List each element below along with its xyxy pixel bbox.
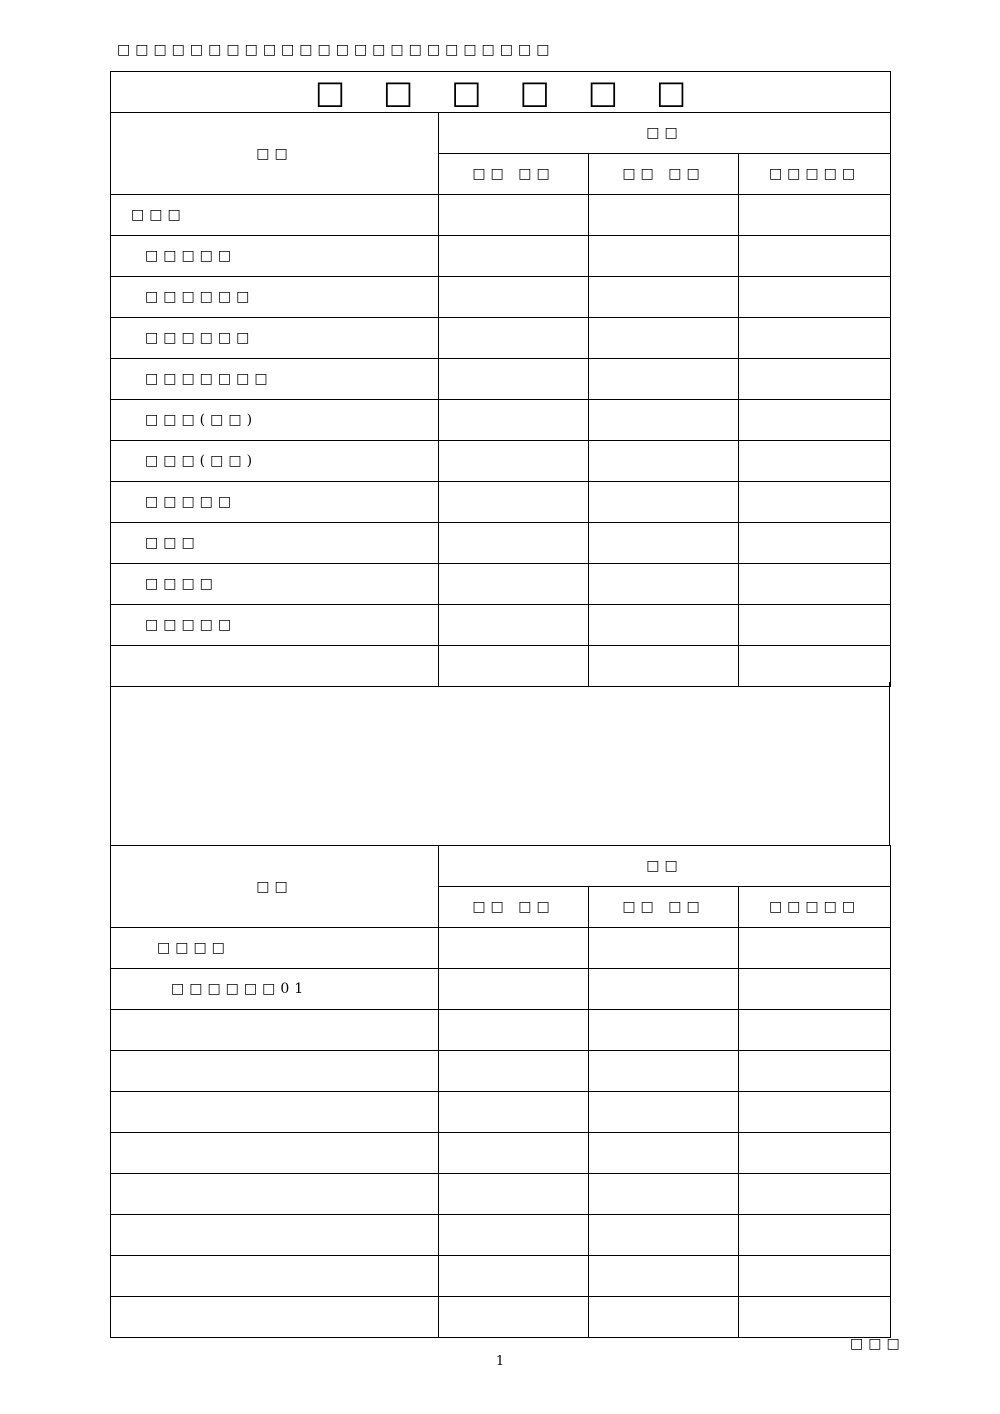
value-cell[interactable] bbox=[739, 1010, 891, 1051]
table-body bbox=[111, 928, 891, 1338]
value-cell[interactable] bbox=[739, 482, 891, 523]
value-cell[interactable] bbox=[439, 1174, 589, 1215]
column-header: □□ □□ bbox=[589, 887, 739, 928]
table-row bbox=[111, 277, 891, 318]
row-label bbox=[111, 1215, 439, 1256]
value-cell[interactable] bbox=[439, 1133, 589, 1174]
row-label: □□□□ bbox=[111, 928, 439, 969]
table-row bbox=[111, 564, 891, 605]
value-cell[interactable] bbox=[439, 523, 589, 564]
table-row bbox=[111, 482, 891, 523]
value-cell[interactable] bbox=[739, 969, 891, 1010]
value-cell[interactable] bbox=[439, 1051, 589, 1092]
value-cell[interactable] bbox=[739, 1297, 891, 1338]
value-cell[interactable] bbox=[739, 277, 891, 318]
table-row bbox=[111, 605, 891, 646]
document-header-line: □□□□□□□□□□□□□□□□□□□□□□□□ bbox=[117, 42, 555, 58]
row-label bbox=[111, 646, 439, 687]
row-label: □□□ bbox=[111, 523, 439, 564]
value-cell[interactable] bbox=[439, 1010, 589, 1051]
value-cell[interactable] bbox=[439, 646, 589, 687]
value-cell[interactable] bbox=[439, 1215, 589, 1256]
value-cell[interactable] bbox=[439, 359, 589, 400]
table-row bbox=[111, 441, 891, 482]
value-cell[interactable] bbox=[589, 318, 739, 359]
value-cell[interactable] bbox=[739, 441, 891, 482]
value-cell[interactable] bbox=[589, 1297, 739, 1338]
row-label: □□□□□□□ bbox=[111, 359, 439, 400]
value-cell[interactable] bbox=[589, 1256, 739, 1297]
row-label bbox=[111, 1297, 439, 1338]
summary-table-top bbox=[110, 71, 891, 687]
column-header: □□□□□ bbox=[739, 154, 891, 195]
value-cell[interactable] bbox=[589, 969, 739, 1010]
value-cell[interactable] bbox=[739, 646, 891, 687]
value-cell[interactable] bbox=[439, 1297, 589, 1338]
table-row bbox=[111, 359, 891, 400]
value-cell[interactable] bbox=[589, 195, 739, 236]
table-row bbox=[111, 969, 891, 1010]
row-label bbox=[111, 1133, 439, 1174]
table-row bbox=[111, 1297, 891, 1338]
group-column-header: □□ bbox=[439, 113, 891, 154]
value-cell[interactable] bbox=[739, 605, 891, 646]
row-label bbox=[111, 1174, 439, 1215]
table-row bbox=[111, 1256, 891, 1297]
row-label: □□□(□□) bbox=[111, 400, 439, 441]
summary-table-bottom bbox=[110, 845, 891, 1338]
value-cell[interactable] bbox=[739, 236, 891, 277]
table-row bbox=[111, 1174, 891, 1215]
table-row bbox=[111, 195, 891, 236]
page-number: 1 bbox=[495, 1354, 505, 1369]
value-cell[interactable] bbox=[439, 318, 589, 359]
value-cell[interactable] bbox=[439, 1256, 589, 1297]
value-cell[interactable] bbox=[589, 564, 739, 605]
value-cell[interactable] bbox=[739, 359, 891, 400]
row-label: □□□□□ bbox=[111, 482, 439, 523]
value-cell[interactable] bbox=[739, 1256, 891, 1297]
value-cell[interactable] bbox=[589, 646, 739, 687]
table-row bbox=[111, 1092, 891, 1133]
value-cell[interactable] bbox=[589, 441, 739, 482]
value-cell[interactable] bbox=[589, 1174, 739, 1215]
value-cell[interactable] bbox=[439, 236, 589, 277]
value-cell[interactable] bbox=[739, 195, 891, 236]
table-row bbox=[111, 1133, 891, 1174]
row-label bbox=[111, 1010, 439, 1051]
value-cell[interactable] bbox=[589, 1215, 739, 1256]
value-cell[interactable] bbox=[589, 1092, 739, 1133]
column-header: □□ □□ bbox=[439, 887, 589, 928]
footer-note: □□□ bbox=[850, 1336, 905, 1352]
row-label: □□□□□□ bbox=[111, 318, 439, 359]
value-cell[interactable] bbox=[589, 236, 739, 277]
row-label: □□□□□□ bbox=[111, 277, 439, 318]
value-cell[interactable] bbox=[439, 564, 589, 605]
value-cell[interactable] bbox=[439, 969, 589, 1010]
value-cell[interactable] bbox=[589, 1051, 739, 1092]
row-label: □□□(□□) bbox=[111, 441, 439, 482]
row-label: □□□□ bbox=[111, 564, 439, 605]
value-cell[interactable] bbox=[589, 359, 739, 400]
row-label: □□□□□□01 bbox=[111, 969, 439, 1010]
value-cell[interactable] bbox=[439, 195, 589, 236]
value-cell[interactable] bbox=[739, 1133, 891, 1174]
value-cell[interactable] bbox=[589, 482, 739, 523]
table-row bbox=[111, 1010, 891, 1051]
item-column-header: □□ bbox=[111, 113, 439, 195]
row-label bbox=[111, 1256, 439, 1297]
table-row bbox=[111, 400, 891, 441]
value-cell[interactable] bbox=[739, 1215, 891, 1256]
column-header: □□ □□ bbox=[589, 154, 739, 195]
table-body bbox=[111, 195, 891, 687]
value-cell[interactable] bbox=[589, 277, 739, 318]
value-cell[interactable] bbox=[439, 1092, 589, 1133]
value-cell[interactable] bbox=[589, 1133, 739, 1174]
value-cell[interactable] bbox=[589, 523, 739, 564]
value-cell[interactable] bbox=[439, 400, 589, 441]
value-cell[interactable] bbox=[589, 605, 739, 646]
table-row bbox=[111, 1051, 891, 1092]
row-label: □□□ bbox=[111, 195, 439, 236]
blank-section bbox=[110, 682, 890, 845]
value-cell[interactable] bbox=[739, 564, 891, 605]
row-label bbox=[111, 1051, 439, 1092]
value-cell[interactable] bbox=[589, 928, 739, 969]
value-cell[interactable] bbox=[739, 1092, 891, 1133]
column-header: □□□□□ bbox=[739, 887, 891, 928]
column-header: □□ □□ bbox=[439, 154, 589, 195]
table-row bbox=[111, 1215, 891, 1256]
value-cell[interactable] bbox=[439, 928, 589, 969]
row-label bbox=[111, 1092, 439, 1133]
form-title: □□□□□□ bbox=[111, 72, 891, 113]
row-label: □□□□□ bbox=[111, 236, 439, 277]
value-cell[interactable] bbox=[739, 523, 891, 564]
table-row bbox=[111, 523, 891, 564]
value-cell[interactable] bbox=[739, 400, 891, 441]
value-cell[interactable] bbox=[739, 318, 891, 359]
table-row bbox=[111, 318, 891, 359]
group-column-header: □□ bbox=[439, 846, 891, 887]
item-column-header: □□ bbox=[111, 846, 439, 928]
value-cell[interactable] bbox=[439, 482, 589, 523]
value-cell[interactable] bbox=[589, 1010, 739, 1051]
value-cell[interactable] bbox=[739, 1174, 891, 1215]
value-cell[interactable] bbox=[589, 400, 739, 441]
value-cell[interactable] bbox=[439, 605, 589, 646]
value-cell[interactable] bbox=[439, 441, 589, 482]
value-cell[interactable] bbox=[739, 1051, 891, 1092]
value-cell[interactable] bbox=[439, 277, 589, 318]
row-label: □□□□□ bbox=[111, 605, 439, 646]
value-cell[interactable] bbox=[739, 928, 891, 969]
table-row bbox=[111, 646, 891, 687]
table-row bbox=[111, 236, 891, 277]
table-row bbox=[111, 928, 891, 969]
